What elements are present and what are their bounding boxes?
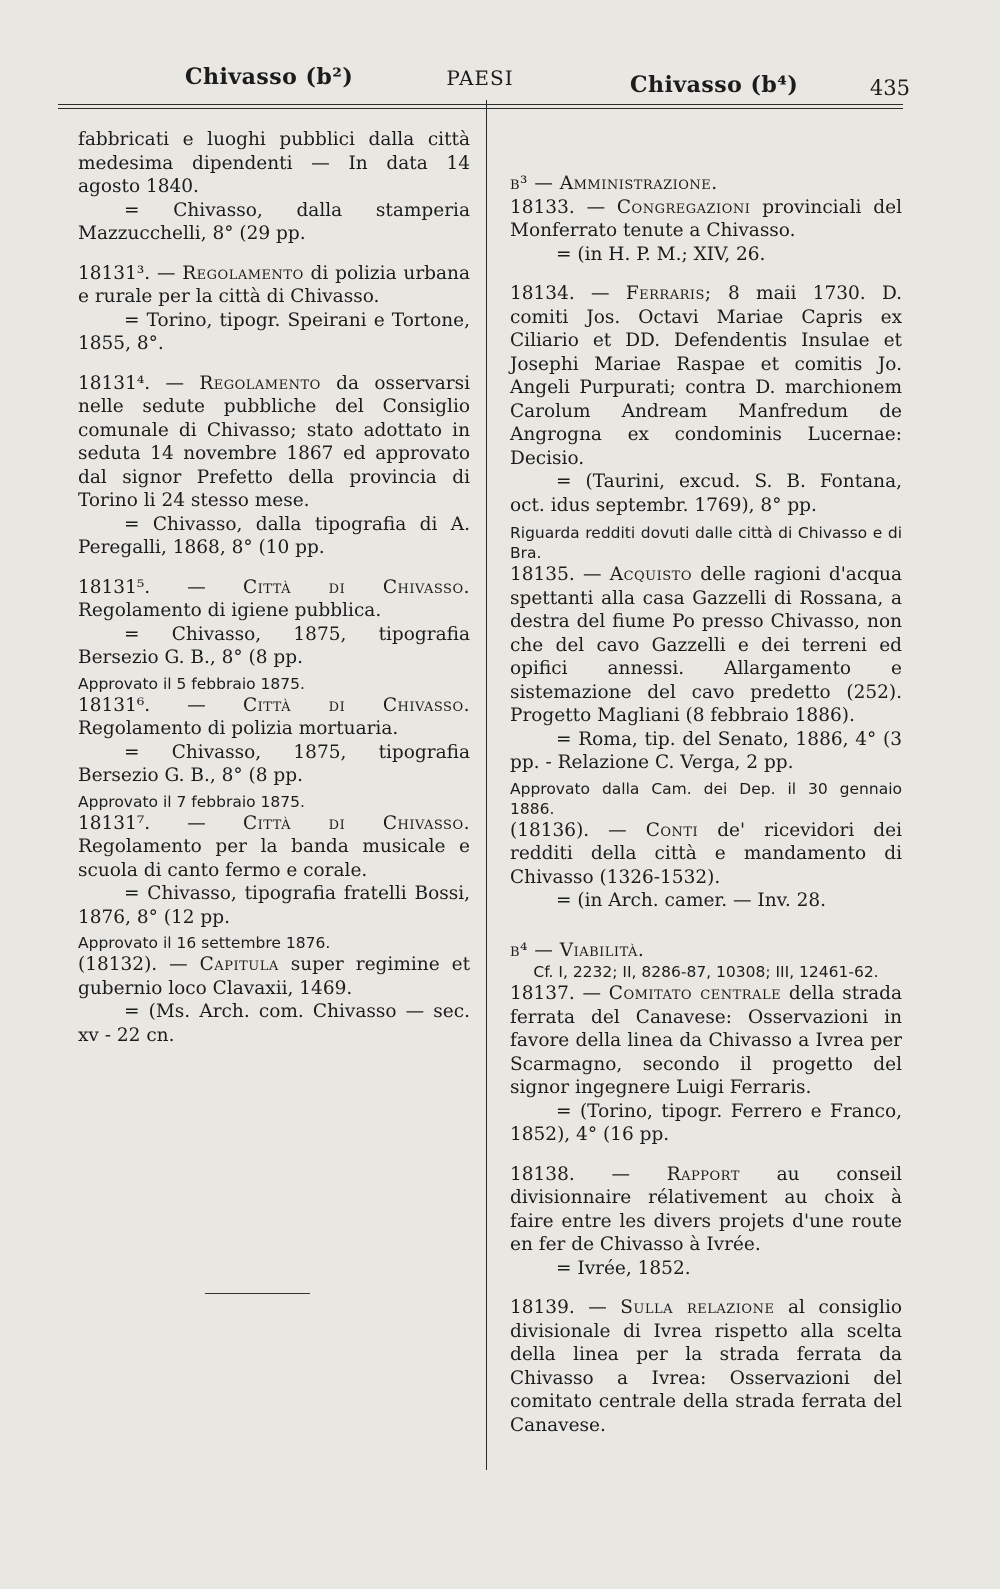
entry-publication: = Chivasso, dalla tipografia di A. Peregalli, 1868, 8° (10 pp. xyxy=(78,513,470,558)
entry-18138: 18138. — Rapport au conseil divisionnaire rélativement au choix à faire entre les divers projets d'une route en fer de Chivasso à Ivrée. = Ivrée, 1852. xyxy=(510,1163,903,1279)
entry-heading: Regolamento xyxy=(199,372,321,394)
header-rule-bottom xyxy=(58,108,903,109)
entry-text: delle ragioni d'acqua spettanti alla casa Gazzelli di Rossana, a destra del fiume Po presso Chivasso, non che del cavo Gazzelli e dei terreni ed opifici annessi. Allargamento e sistemazione del cavo predetto (252). Progetto Magliani (8 febbraio 1886). xyxy=(510,564,902,726)
entry-note: Riguarda redditi dovuti dalle città di Chivasso e di Bra. xyxy=(510,524,902,562)
entry-text: da osservarsi nelle sedute pubbliche del Consiglio comunale di Chivasso; stato adottato in seduta 14 novembre 1867 ed approvato dal signor Prefetto della provincia di Torino li 24 stesso mese. xyxy=(78,372,470,511)
entry-text: al consiglio divisionale di Ivrea rispetto alla scelta della linea per la strada ferrata da Chivasso a Ivrea: Osservazioni del comitato centrale della strada ferrata del Canavese. xyxy=(510,1297,903,1436)
entry-number: 18137. xyxy=(510,983,575,1004)
entry-publication: = Torino, tipogr. Speirani e Tortone, 1855, 8°. xyxy=(78,309,470,354)
entry-publication: = Chivasso, tipografia fratelli Bossi, 1876, 8° (12 pp. xyxy=(78,883,470,928)
entry-publication: = (in Arch. camer. — Inv. 28. xyxy=(556,890,827,911)
entry-text: Regolamento di igiene pubblica. xyxy=(78,600,382,621)
entry-heading: Conti xyxy=(645,819,699,841)
entry-heading: Congregazioni xyxy=(616,196,751,218)
entry-18135: 18135. — Acquisto delle ragioni d'acqua spettanti alla casa Gazzelli di Rossana, a destra del fiume Po presso Chivasso, non che del cavo Gazzelli e dei terreni ed opifici annessi. Allargamento e sistemazione del cavo predetto (252). Progetto Magliani (8 febbraio 1886). = Roma, tip. del Senato, 1886, 4° (3 pp. - Relazione C. Verga, 2 pp. Approvato dalla Cam. dei Dep. il 30 gennaio 1886. xyxy=(510,564,902,818)
entry-number: 18138. xyxy=(510,1163,575,1185)
entry-text: Regolamento per la banda musicale e scuola di canto fermo e corale. xyxy=(78,836,470,881)
entry-text: 8 maii 1730. D. comiti Jos. Octavi Mariae Capris ex Ciliario et DD. Defendentis Insulae et Josephi Mariae Raspae et comitis Jo. Angeli Purpurati; contra D. marchionem Carolum Andream Manfredum de Angrogna ex condominis Lucernae: Decisio. xyxy=(510,283,903,469)
column-divider xyxy=(486,100,487,1470)
entry-number: (18132). xyxy=(78,954,158,975)
header-right-title: Chivasso (b⁴) xyxy=(630,72,799,98)
entry-heading: Capitula xyxy=(199,954,279,975)
entry-18134: 18134. — Ferraris; 8 maii 1730. D. comiti Jos. Octavi Mariae Capris ex Ciliario et DD. Defendentis Insulae et Josephi Mariae Raspae et comitis Jo. Angeli Purpurati; contra D. marchionem Carolum Andream Manfredum de Angrogna ex condominis Lucernae: Decisio. = (Taurini, excud. S. B. Fontana, oct. idus septembr. 1769), 8° pp. Riguarda redditi dovuti dalle città di Chivasso e di Bra. xyxy=(510,283,903,562)
entry-note: Approvato dalla Cam. dei Dep. il 30 gennaio 1886. xyxy=(510,779,902,818)
entry-18133: 18133. — Congregazioni provinciali del Monferrato tenute a Chivasso. = (in H. P. M.; XIV, 26. xyxy=(510,196,903,265)
entry-text: super regimine et gubernio loco Clavaxii, 1469. xyxy=(78,954,471,999)
entry-heading: Ferraris; xyxy=(625,283,712,304)
entry-publication: = (Taurini, excud. S. B. Fontana, oct. idus septembr. 1769), 8° pp. xyxy=(510,471,902,516)
entry-number: 18134. xyxy=(510,283,575,304)
entry-note: Approvato il 5 febbraio 1875. xyxy=(78,674,305,693)
entry-number: 18135. xyxy=(510,564,575,585)
entry-text: della strada ferrata del Canavese: Osservazioni in favore della linea da Chivasso a Ivrea per Scarmagno, secondo il progetto del signor ingegnere Luigi Ferraris. xyxy=(510,983,902,1098)
entry-18136: (18136). — Conti de' ricevidori dei redditi della città e mandamento di Chivasso (1326-1532). = (in Arch. camer. — Inv. 28. xyxy=(510,819,902,911)
entry-number: 18131⁵. xyxy=(78,576,151,598)
entry-publication: = (Ms. Arch. com. Chivasso — sec. xv - 22 cn. xyxy=(78,1001,470,1046)
entry-heading: Città di Chivasso. xyxy=(242,694,470,716)
entry-heading: Città di Chivasso. xyxy=(242,576,470,598)
left-column xyxy=(78,128,470,1063)
entry-heading: Sulla relazione xyxy=(620,1297,775,1318)
entry-number: 18133. xyxy=(510,196,575,218)
entry-number: 18131³. xyxy=(78,262,151,284)
entry-heading: Rapport xyxy=(666,1163,740,1185)
entry-publication: = Chivasso, 1875, tipografia Bersezio G. B., 8° (8 pp. xyxy=(78,741,470,786)
entry-publication: = (Torino, tipogr. Ferrero e Franco, 1852), 4° (16 pp. xyxy=(510,1100,902,1145)
entry-heading: Regolamento xyxy=(182,262,304,284)
entry-publication: = Chivasso, dalla stamperia Mazzucchelli, 8° (29 pp. xyxy=(78,199,470,244)
page-header xyxy=(50,58,910,104)
section-heading-b3: b³ — Amministrazione. xyxy=(510,173,718,194)
header-center-title: PAESI xyxy=(446,66,514,90)
entry-number: (18136). xyxy=(510,819,590,841)
entry-18132: (18132). — Capitula super regimine et gubernio loco Clavaxii, 1469. = (Ms. Arch. com. Chivasso — sec. xv - 22 cn. xyxy=(78,954,471,1046)
entry-text: Regolamento di polizia mortuaria. xyxy=(78,718,399,739)
entry-note: Approvato il 16 settembre 1876. xyxy=(78,934,331,952)
entry-heading: Comitato centrale xyxy=(608,983,782,1004)
entry-18131-7: 18131⁷. — Città di Chivasso. Regolamento per la banda musicale e scuola di canto fermo e corale. = Chivasso, tipografia fratelli Bossi, 1876, 8° (12 pp. Approvato il 16 settembre 1876. xyxy=(78,812,470,952)
entry-18131-6: 18131⁶. — Città di Chivasso. Regolamento di polizia mortuaria. = Chivasso, 1875, tipografia Bersezio G. B., 8° (8 pp. Approvato il 7 febbraio 1875. xyxy=(78,694,470,811)
entry-publication: = Ivrée, 1852. xyxy=(556,1257,691,1279)
entry-18139: 18139. — Sulla relazione al consiglio divisionale di Ivrea rispetto alla scelta della linea per la strada ferrata da Chivasso a Ivrea: Osservazioni del comitato centrale della strada ferrata del Canavese. xyxy=(510,1297,903,1436)
entry-18131-3: 18131³. — Regolamento di polizia urbana e rurale per la città di Chivasso. = Torino, tipogr. Speirani e Tortone, 1855, 8°. xyxy=(78,262,470,354)
section-heading-b4: b⁴ — Viabilità. xyxy=(510,939,645,961)
entry-number: 18131⁷. xyxy=(78,812,151,834)
entry-number: 18139. xyxy=(510,1297,575,1318)
header-left-title: Chivasso (b²) xyxy=(185,64,354,90)
right-column xyxy=(510,172,902,1453)
entry-18131-4: 18131⁴. — Regolamento da osservarsi nelle sedute pubbliche del Consiglio comunale di Chivasso; stato adottato in seduta 14 novembre 1867 ed approvato dal signor Prefetto della provincia di Torino li 24 stesso mese. = Chivasso, dalla tipografia di A. Peregalli, 1868, 8° (10 pp. xyxy=(78,372,470,558)
entry-text: au conseil divisionnaire rélativement au choix à faire entre les divers projets d'une route en fer de Chivasso à Ivrée. xyxy=(510,1163,903,1255)
entry-text: de' ricevidori dei redditi della città e mandamento di Chivasso (1326-1532). xyxy=(510,819,902,888)
entry-text: provinciali del Monferrato tenute a Chivasso. xyxy=(510,196,903,241)
header-rule-top xyxy=(58,104,903,105)
entry-publication: = (in H. P. M.; XIV, 26. xyxy=(556,243,766,265)
page-number: 435 xyxy=(869,76,910,100)
entry-number: 18131⁴. xyxy=(78,372,151,394)
entry-publication: = Chivasso, 1875, tipografia Bersezio G. B., 8° (8 pp. xyxy=(78,623,470,668)
entry-note: Approvato il 7 febbraio 1875. xyxy=(78,792,305,811)
end-rule xyxy=(205,1293,310,1294)
entry-18137: 18137. — Comitato centrale della strada ferrata del Canavese: Osservazioni in favore della linea da Chivasso a Ivrea per Scarmagno, secondo il progetto del signor ingegnere Luigi Ferraris. = (Torino, tipogr. Ferrero e Franco, 1852), 4° (16 pp. xyxy=(510,983,902,1145)
entry-18131-5: 18131⁵. — Città di Chivasso. Regolamento di igiene pubblica. = Chivasso, 1875, tipografia Bersezio G. B., 8° (8 pp. Approvato il 5 febbraio 1875. xyxy=(78,576,470,693)
entry-number: 18131⁶. xyxy=(78,694,151,716)
entry-publication: = Roma, tip. del Senato, 1886, 4° (3 pp. - Relazione C. Verga, 2 pp. xyxy=(510,728,902,773)
cross-reference: Cf. I, 2232; II, 8286-87, 10308; III, 12461-62. xyxy=(533,963,879,981)
entry-continuation xyxy=(78,128,470,246)
entry-heading: Acquisto xyxy=(609,564,692,585)
entry-text: di polizia urbana e rurale per la città di Chivasso. xyxy=(78,262,470,307)
entry-heading: Città di Chivasso. xyxy=(242,812,470,834)
entry-text: fabbricati e luoghi pubblici dalla città medesima dipendenti — In data 14 agosto 1840. xyxy=(78,129,470,197)
